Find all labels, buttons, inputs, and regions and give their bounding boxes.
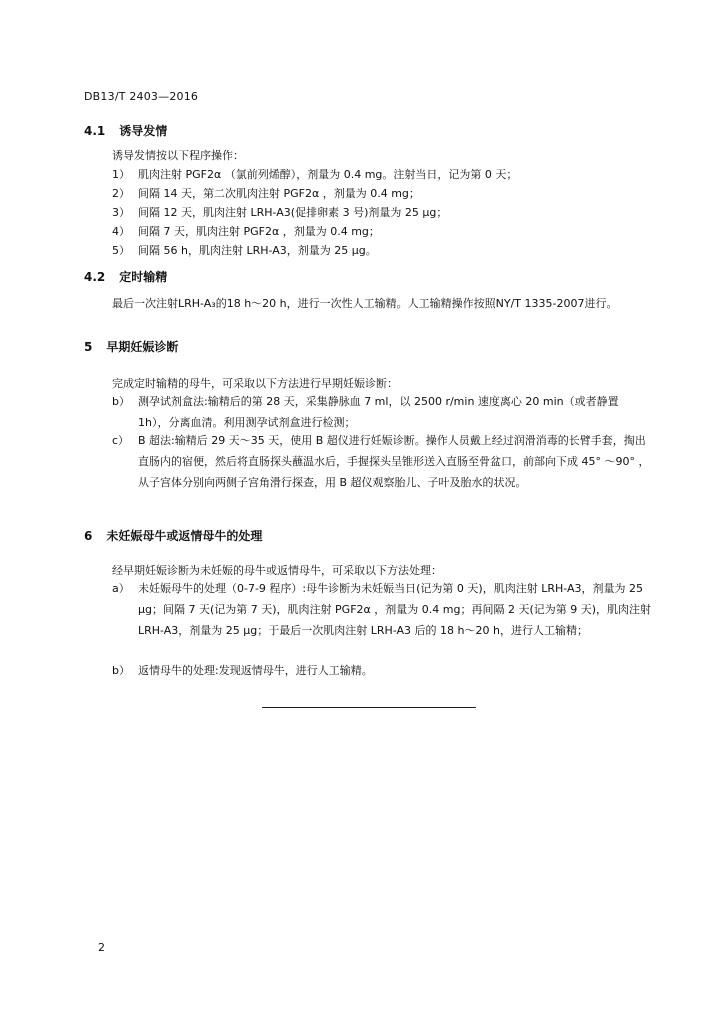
section-heading-5 <box>84 338 178 355</box>
list-item <box>112 221 652 242</box>
section-heading-4-1 <box>84 122 167 139</box>
section-title: 未妊娠母牛或返情母牛的处理 <box>106 529 263 543</box>
section-number: 4.1 <box>84 124 106 138</box>
list-marker: a） <box>112 582 130 595</box>
list-marker: 1） <box>112 168 130 181</box>
list-item <box>112 164 652 185</box>
list-text: 间隔 12 天，肌肉注射 LRH-A3(促排卵素 3 号)剂量为 25 μg； <box>138 206 448 219</box>
list-marker: b） <box>112 664 130 677</box>
section-number: 6 <box>84 529 93 543</box>
section-heading-6 <box>84 527 262 544</box>
section-intro: 完成定时输精的母牛，可采取以下方法进行早期妊娠诊断： <box>112 377 398 390</box>
list-item <box>112 240 652 261</box>
list-marker: b） <box>112 395 130 408</box>
list-marker: 5） <box>112 244 130 257</box>
section-number: 4.2 <box>84 270 106 284</box>
section-title: 早期妊娠诊断 <box>106 340 179 354</box>
list-text: 间隔 7 天，肌肉注射 PGF2α ，剂量为 0.4 mg； <box>138 225 380 238</box>
list-text: 肌肉注射 PGF2α （氯前列烯醇），剂量为 0.4 mg。注射当日，记为第 0 天； <box>138 168 518 181</box>
list-marker: c） <box>112 434 130 447</box>
list-text: 返情母牛的处理:发现返情母牛，进行人工输精。 <box>138 664 373 677</box>
section-title: 定时输精 <box>119 270 168 284</box>
section-intro: 诱导发情按以下程序操作： <box>112 149 244 162</box>
list-item <box>112 578 652 641</box>
list-item <box>112 660 652 681</box>
list-item <box>112 183 652 204</box>
section-number: 5 <box>84 340 93 354</box>
section-title: 诱导发情 <box>119 124 168 138</box>
document-id: DB13/T 2403—2016 <box>84 90 199 103</box>
list-text: 测孕试剂盒法:输精后的第 28 天，采集静脉血 7 ml，以 2500 r/min 速度离心 20 min（或者静置 1h），分离血清。利用测孕试剂盒进行检测； <box>138 395 619 429</box>
list-marker: 2） <box>112 187 130 200</box>
page-number: 2 <box>98 941 105 954</box>
list-item <box>112 430 652 493</box>
section-heading-4-2 <box>84 268 167 285</box>
list-item <box>112 391 652 433</box>
list-marker: 4） <box>112 225 130 238</box>
section-body: 最后一次注射LRH-A₃的18 h～20 h，进行一次性人工输精。人工输精操作按照NY/T 1335-2007进行。 <box>112 297 618 310</box>
list-text: 未妊娠母牛的处理（0-7-9 程序）:母牛诊断为未妊娠当日(记为第 0 天)，肌肉注射 LRH-A3，剂量为 25 μg；间隔 7 天(记为第 7 天)，肌肉注射 PGF2α ，剂量为 0.4 mg；再间隔 2 天(记为第 9 天)，肌肉注射 LRH-A3，剂量为 25 μg；于最后一次肌肉注射 LRH-A3 后的 18 h～20 h，进行人工输精； <box>138 582 652 637</box>
section-intro: 经早期妊娠诊断为未妊娠的母牛或返情母牛，可采取以下方法处理： <box>112 564 442 577</box>
end-rule <box>262 707 476 708</box>
list-item <box>112 202 652 223</box>
list-text: B 超法:输精后 29 天～35 天，使用 B 超仪进行妊娠诊断。操作人员戴上经过润滑消毒的长臂手套，掏出直肠内的宿便，然后将直肠探头蘸温水后，手握探头呈锥形送入直肠至骨盆口，前部向下成 45° ～90° ，从子宫体分别向两侧子宫角滑行探查，用 B 超仪观察胎儿、子叶及胎水的状况。 <box>138 434 650 489</box>
list-text: 间隔 56 h，肌肉注射 LRH-A3，剂量为 25 μg。 <box>138 244 377 257</box>
list-text: 间隔 14 天，第二次肌肉注射 PGF2α ，剂量为 0.4 mg； <box>138 187 420 200</box>
list-marker: 3） <box>112 206 130 219</box>
